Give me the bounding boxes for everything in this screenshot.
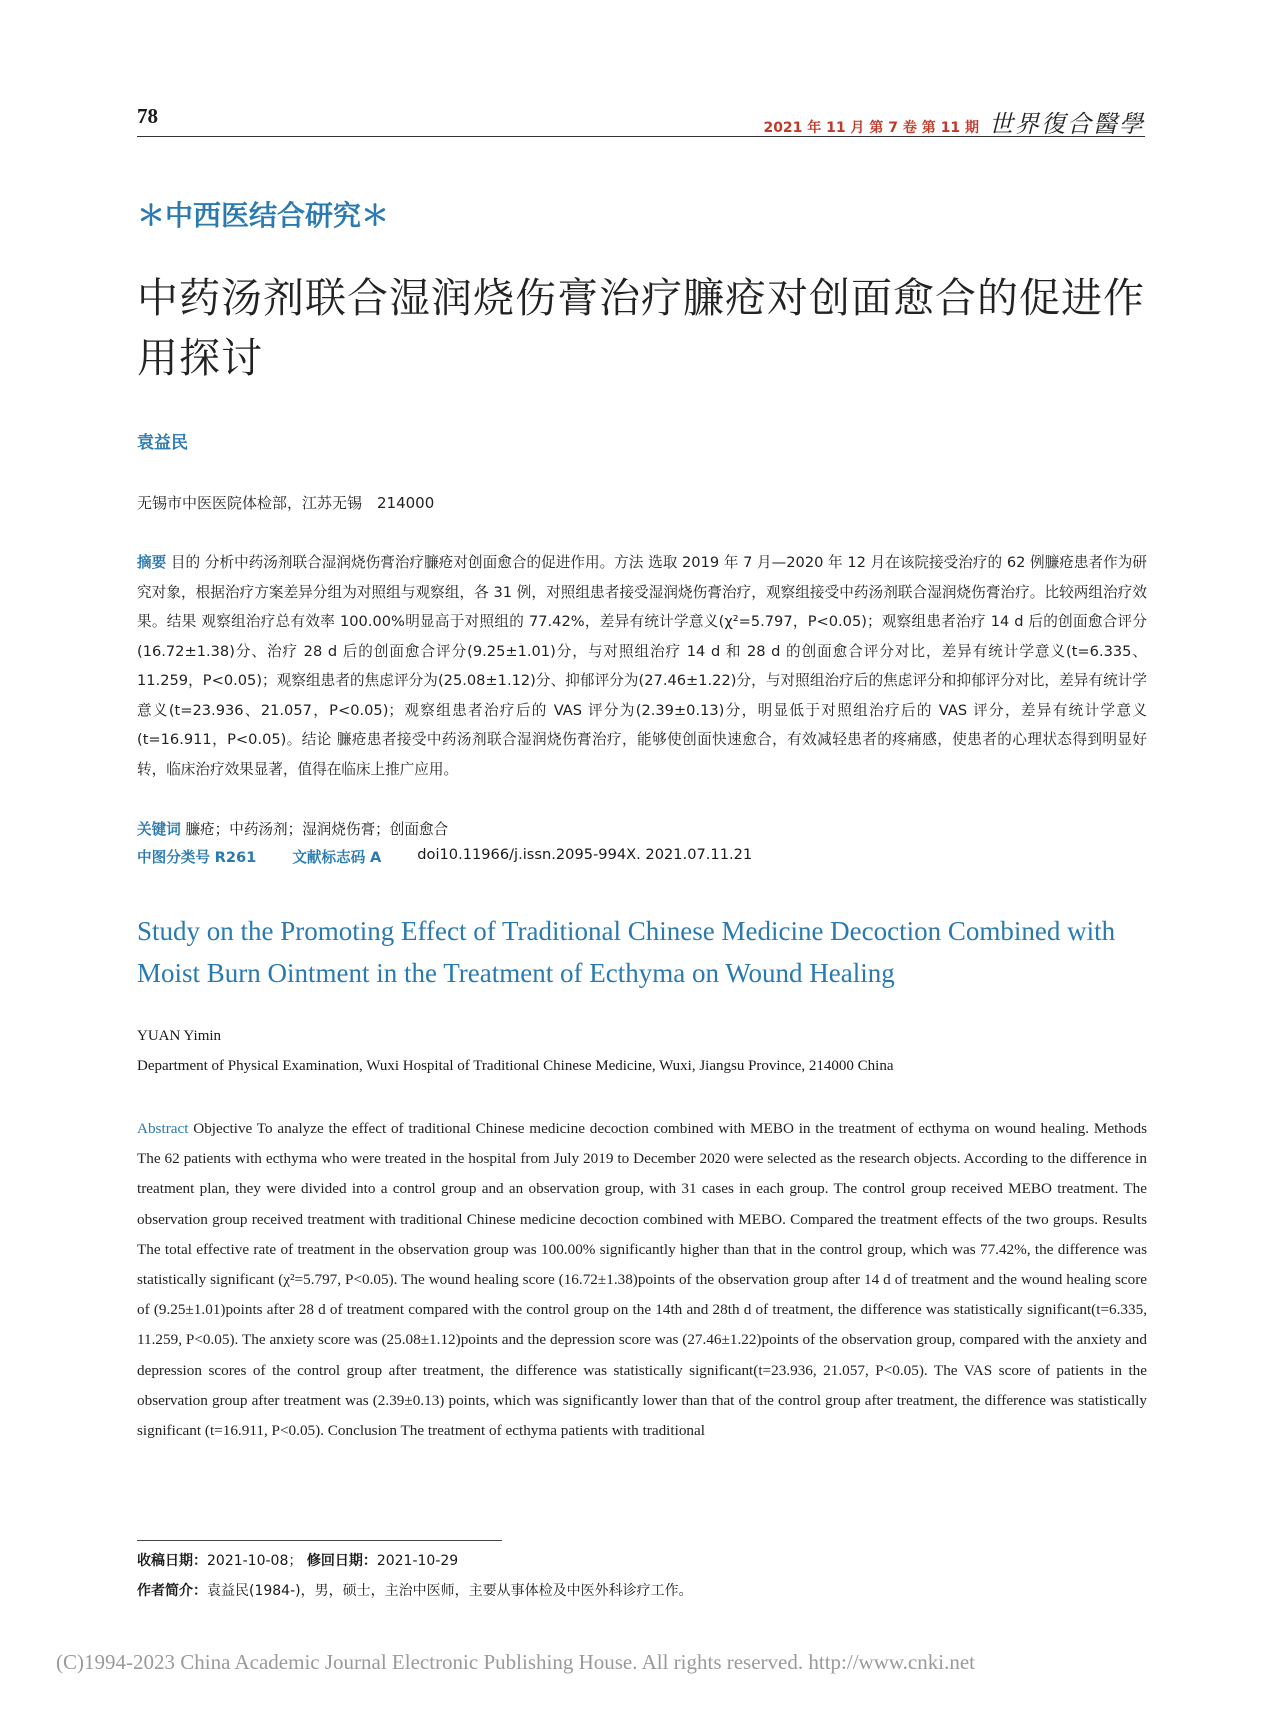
- abstract-text-en: Objective To analyze the effect of traditional Chinese medicine decoction combined with MEBO in the treatment of ecthyma on wound healing. Methods The 62 patients with ecthyma who were treated in the hospital from July 2019 to December 2020 were selected as the research objects. According to the difference in treatment plan, they were divided into a control group and an observation group, with 31 cases in each group. The control group received MEBO treatment. The observation group received treatment with traditional Chinese medicine decoction combined with MEBO. Compared the treatment effects of the two groups. Results The total effective rate of treatment in the observation group was 100.00% significantly higher than that in the control group, which was 77.42%, the difference was statistically significant (χ²=5.797, P<0.05). The wound healing score (16.72±1.38)points of the observation group after 14 d of treatment and the wound healing score of (9.25±1.01)points after 28 d of treatment compared with the control group on the 14th and 28th d of treatment, the difference was statistically significant(t=6.335, 11.259, P<0.05). The anxiety score was (25.08±1.12)points and the depression score was (27.46±1.22)points of the observation group, compared with the anxiety and depression scores of the control group after treatment, the difference was statistically significant(t=23.936, 21.057, P<0.05). The VAS score of patients in the observation group after treatment was (2.39±0.13) points, which was significantly lower than that of the control group after treatment, the difference was statistically significant (t=16.911, P<0.05). Conclusion The treatment of ecthyma patients with traditional: [137, 1120, 1147, 1440]
- issue-info: 2021 年 11 月 第 7 卷 第 11 期: [763, 120, 979, 136]
- doc-code-value: A: [369, 849, 382, 866]
- section-heading: ＊中西医结合研究＊: [137, 199, 390, 232]
- affiliation-english: Department of Physical Examination, Wuxi Hospital of Traditional Chinese Medicine, Wuxi, Jiangsu Province, 214000 China: [137, 1058, 894, 1074]
- abstract-english: [137, 1114, 1147, 1446]
- author-english: YUAN Yimin: [137, 1028, 222, 1044]
- doc-code-label: 文献标志码: [292, 849, 366, 866]
- received-label: 收稿日期：: [137, 1553, 207, 1569]
- abstract-label-en: Abstract: [137, 1120, 189, 1137]
- footnote-dates: [137, 1550, 458, 1570]
- revised-label: 修回日期：: [306, 1553, 377, 1569]
- classification-line: [137, 846, 752, 867]
- abstract-label-cn: 摘要: [137, 554, 167, 571]
- copyright-notice: (C)1994-2023 China Academic Journal Electronic Publishing House. All rights reserved. http://www.cnki.net: [56, 1650, 975, 1674]
- revised-date: 2021-10-29: [376, 1553, 459, 1569]
- header-rule: [137, 136, 1145, 137]
- abstract-text-cn: 目的 分析中药汤剂联合湿润烧伤膏治疗臁疮对创面愈合的促进作用。方法 选取 2019 年 7 月—2020 年 12 月在该院接受治疗的 62 例臁疮患者作为研究对象，根据治疗方案差异分组为对照组与观察组，各 31 例，对照组患者接受湿润烧伤膏治疗，观察组接受中药汤剂联合湿润烧伤膏治疗。比较两组治疗效果。结果 观察组治疗总有效率 100.00%明显高于对照组的 77.42%，差异有统计学意义(χ²=5.797，P<0.05)；观察组患者治疗 14 d 后的创面愈合评分(16.72±1.38)分、治疗 28 d 后的创面愈合评分(9.25±1.01)分，与对照组治疗 14 d 和 28 d 的创面愈合评分对比，差异有统计学意义(t=6.335、11.259，P<0.05)；观察组患者的焦虑评分为(25.08±1.12)分、抑郁评分为(27.46±1.22)分，与对照组治疗后的焦虑评分和抑郁评分对比，差异有统计学意义(t=23.936、21.057，P<0.05)；观察组患者治疗后的 VAS 评分为(2.39±0.13)分，明显低于对照组治疗后的 VAS 评分，差异有统计学意义(t=16.911，P<0.05)。结论 臁疮患者接受中药汤剂联合湿润烧伤膏治疗，能够使创面快速愈合，有效减轻患者的疼痛感，使患者的心理状态得到明显好转，临床治疗效果显著，值得在临床上推广应用。: [137, 554, 1147, 778]
- footnote-rule: [137, 1540, 502, 1541]
- keywords: [137, 818, 448, 839]
- title-english: Study on the Promoting Effect of Traditional Chinese Medicine Decoction Combined with Moist Burn Ointment in the Treatment of Ecthyma on Wound Healing: [137, 916, 1116, 988]
- affiliation-chinese: 无锡市中医医院体检部，江苏无锡 214000: [137, 494, 435, 512]
- keywords-text: 臁疮；中药汤剂；湿润烧伤膏；创面愈合: [185, 821, 449, 838]
- title-chinese: 中药汤剂联合湿润烧伤膏治疗臁疮对创面愈合的促进作用探讨: [137, 274, 1145, 382]
- page-number: 78: [137, 104, 158, 128]
- doi: doi10.11966/j.issn.2095-994X. 2021.07.11.21: [417, 846, 753, 863]
- received-date: 2021-10-08；: [207, 1553, 303, 1569]
- journal-name: 世界復合醫學: [989, 110, 1145, 138]
- footnote-bio: [137, 1580, 693, 1600]
- running-header: [763, 104, 1145, 139]
- clc-value: R261: [214, 849, 257, 866]
- bio-text: 袁益民(1984-)，男，硕士，主治中医师，主要从事体检及中医外科诊疗工作。: [207, 1583, 693, 1599]
- clc-label: 中图分类号: [137, 849, 210, 866]
- keywords-label: 关键词: [137, 821, 181, 838]
- abstract-chinese: [137, 548, 1147, 784]
- bio-label: 作者简介：: [137, 1583, 207, 1599]
- author-chinese: 袁益民: [137, 433, 188, 453]
